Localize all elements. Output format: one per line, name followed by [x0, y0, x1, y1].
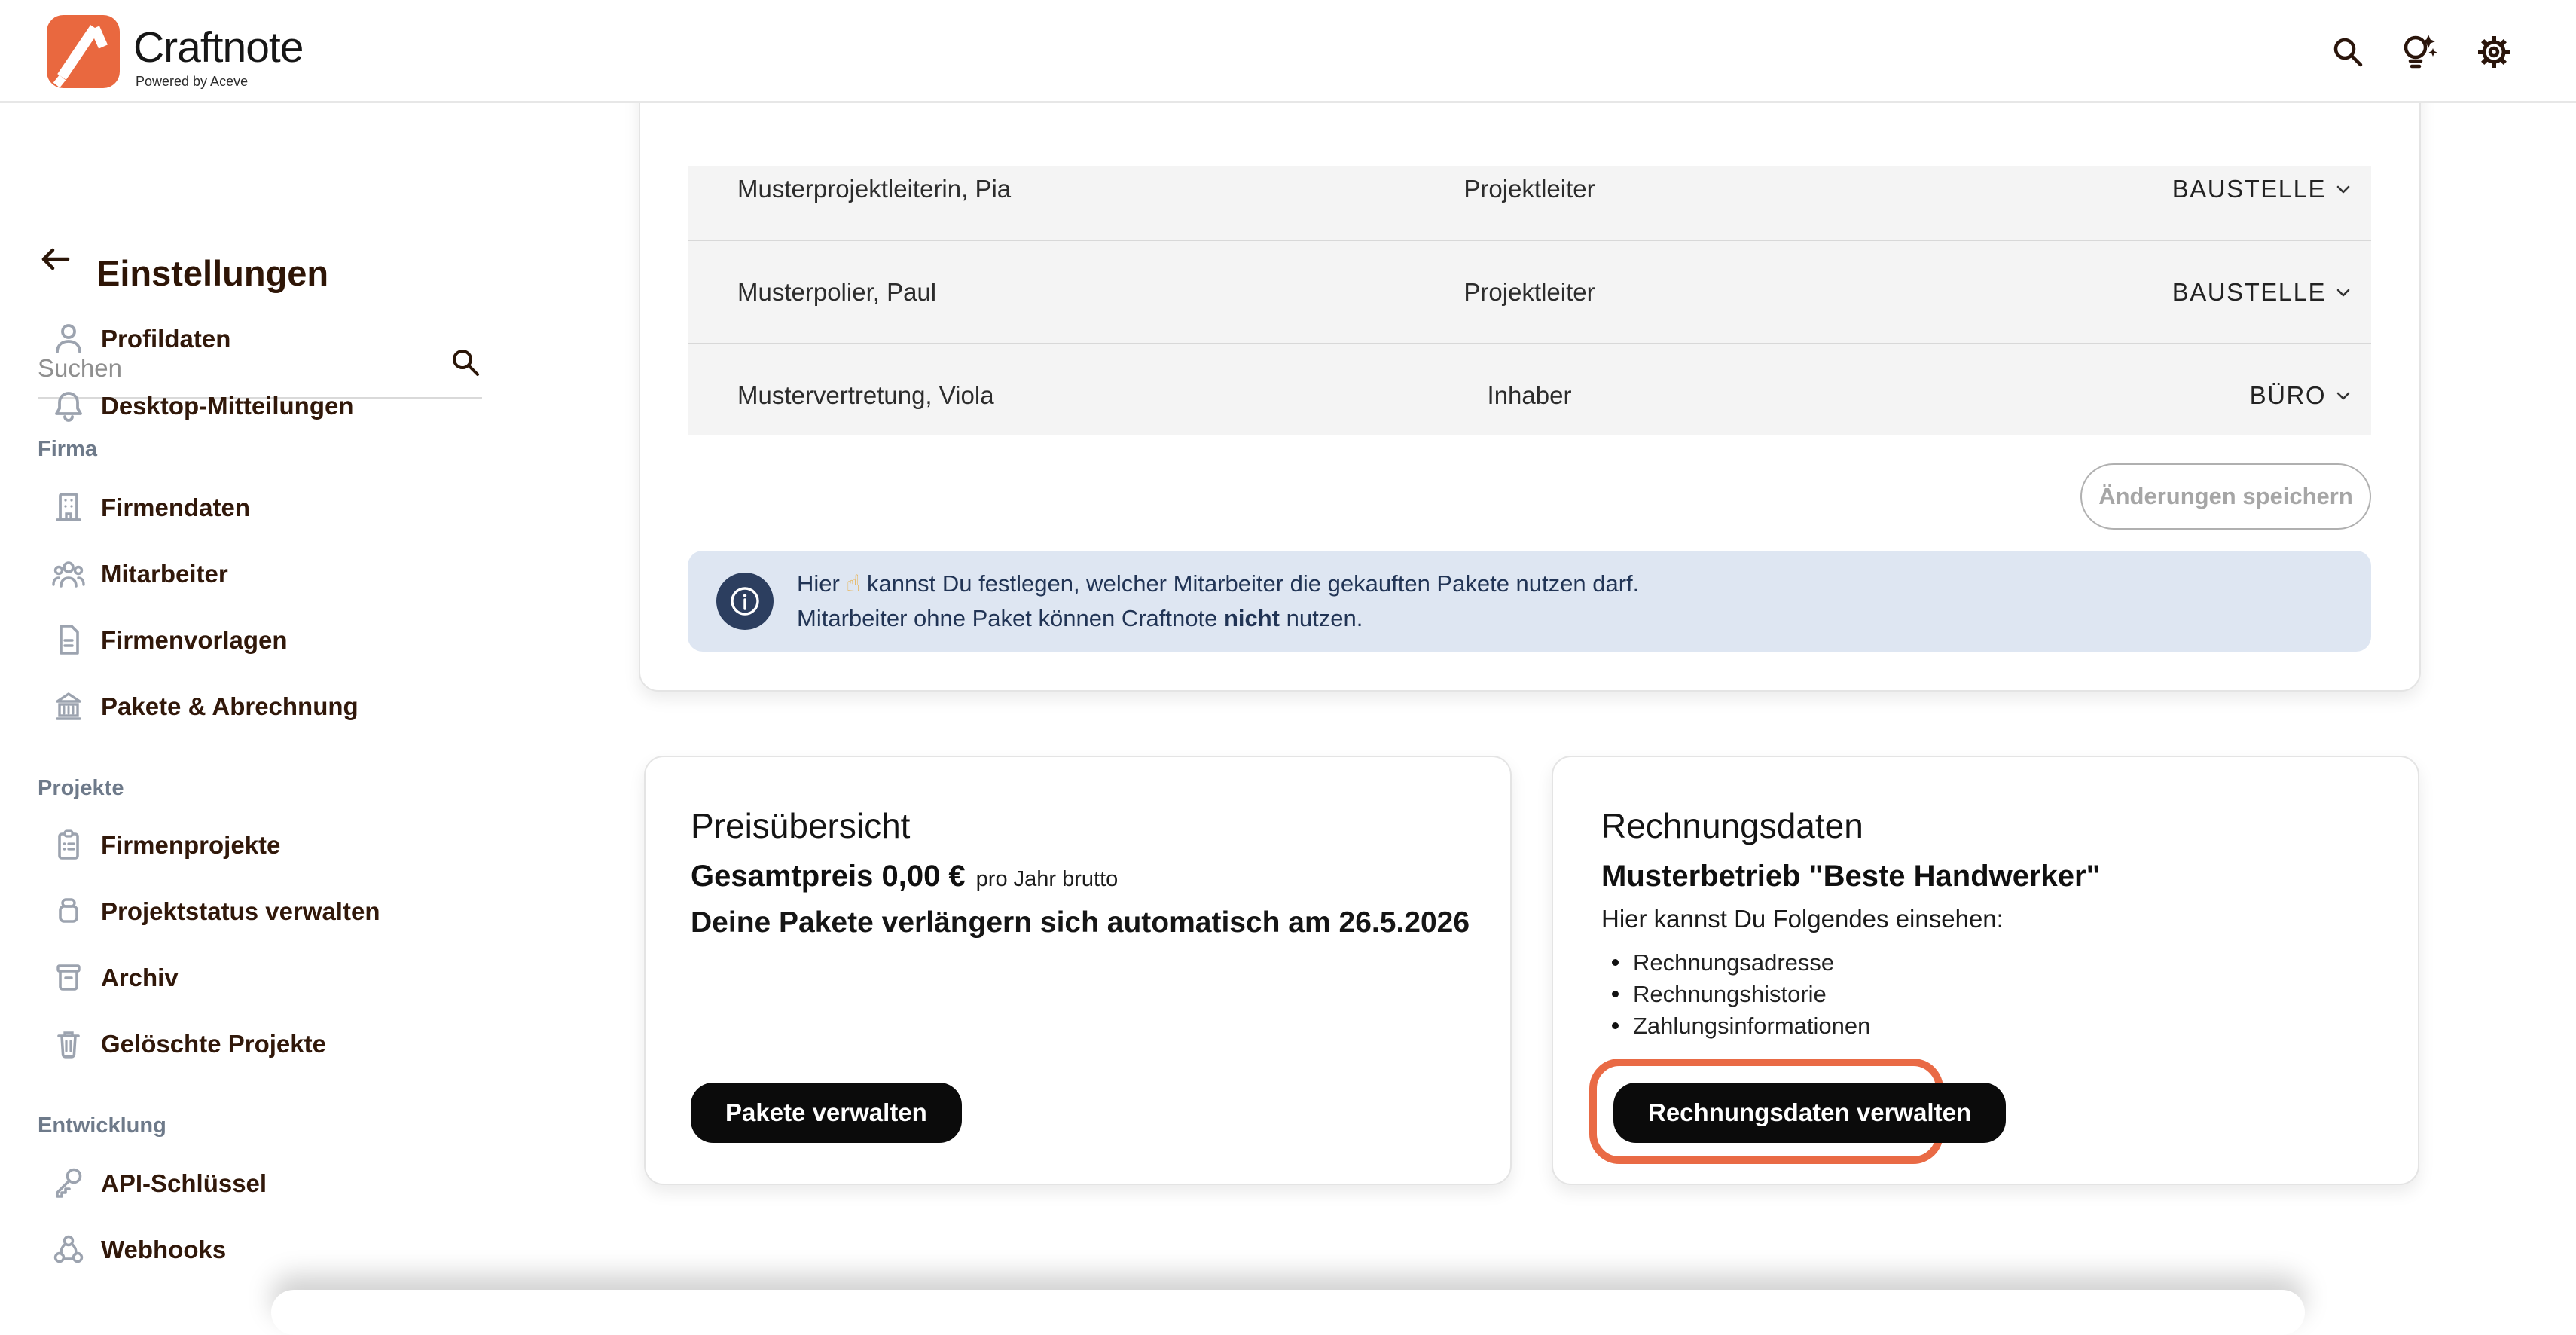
package-select[interactable]: BÜRO — [2250, 381, 2355, 410]
employee-role: Inhaber — [1487, 380, 1572, 409]
archive-icon — [51, 960, 86, 994]
table-row — [688, 344, 2371, 435]
employee-name: Musterprojektleiterin, Pia — [737, 174, 1012, 203]
sidebar-item-label: API-Schlüssel — [101, 1169, 267, 1197]
brand-wordmark: Craftnote — [133, 23, 304, 72]
key-icon — [51, 1165, 86, 1200]
bank-icon — [51, 689, 86, 723]
billing-card-title: Rechnungsdaten — [1601, 806, 1863, 845]
back-arrow-icon[interactable] — [38, 242, 72, 276]
trash-icon — [51, 1026, 86, 1061]
sidebar-item-label: Firmenvorlagen — [101, 626, 288, 654]
save-changes-button[interactable]: Änderungen speichern — [2080, 463, 2371, 530]
sidebar-group-entwicklung: Entwicklung — [38, 1114, 166, 1138]
chevron-down-icon — [2332, 178, 2355, 200]
sidebar-item-label: Firmendaten — [101, 493, 251, 521]
bottom-edge-shadow — [271, 1290, 2305, 1335]
list-item: Zahlungsinformationen — [1607, 1010, 1870, 1042]
status-jar-icon — [51, 894, 86, 928]
price-card-title: Preisübersicht — [691, 806, 911, 845]
sidebar-item-projektstatus[interactable] — [0, 894, 520, 930]
info-text-line1: Hier ☝ kannst Du festlegen, welcher Mitarbeiter die gekauften Pakete nutzen darf. — [797, 570, 1640, 597]
person-icon — [51, 321, 86, 356]
info-text-line2: Mitarbeiter ohne Paket können Craftnote nicht nutzen. — [797, 605, 1363, 631]
sidebar-item-pakete-abrechnung[interactable] — [0, 689, 520, 725]
company-name: Musterbetrieb "Beste Handwerker" — [1601, 860, 2101, 893]
sidebar-group-projekte: Projekte — [38, 776, 124, 800]
webhook-icon — [51, 1232, 86, 1266]
document-icon — [51, 622, 86, 657]
price-suffix: pro Jahr brutto — [975, 867, 1119, 891]
sidebar-item-label: Projektstatus verwalten — [101, 897, 380, 925]
chevron-down-icon — [2332, 384, 2355, 407]
sidebar-item-firmenvorlagen[interactable] — [0, 622, 520, 658]
chevron-down-icon — [2332, 281, 2355, 304]
brand-subtitle: Powered by Aceve — [136, 74, 249, 89]
sidebar-item-label: Desktop-Mitteilungen — [101, 392, 354, 420]
sidebar-item-label: Archiv — [101, 964, 179, 991]
bell-icon — [51, 388, 86, 423]
craftnote-logo-icon — [47, 15, 120, 88]
sidebar-item-geloeschte-projekte[interactable] — [0, 1026, 520, 1062]
info-banner — [688, 551, 2371, 652]
sidebar-item-desktop-mitteilungen[interactable] — [0, 388, 520, 424]
sidebar-item-profildaten[interactable] — [0, 321, 520, 357]
settings-gear-icon[interactable] — [2475, 33, 2513, 71]
billing-intro: Hier kannst Du Folgendes einsehen: — [1601, 905, 2004, 933]
clipboard-icon — [51, 827, 86, 862]
search-icon[interactable] — [2329, 33, 2367, 71]
renewal-note: Deine Pakete verlängern sich automatisch am 26.5.2026 — [691, 906, 1470, 939]
building-icon — [51, 490, 86, 524]
employee-table — [688, 166, 2371, 435]
employee-role: Projektleiter — [1463, 277, 1595, 306]
table-row — [688, 241, 2371, 343]
sidebar-item-mitarbeiter[interactable] — [0, 556, 520, 592]
list-item: Rechnungsadresse — [1607, 947, 1870, 979]
package-select[interactable]: BAUSTELLE — [2172, 175, 2355, 203]
employee-name: Musterpolier, Paul — [737, 277, 937, 306]
manage-billing-button[interactable]: Rechnungsdaten verwalten — [1613, 1083, 2006, 1143]
package-select[interactable]: BAUSTELLE — [2172, 278, 2355, 307]
sidebar-item-api-schluessel[interactable] — [0, 1165, 520, 1202]
page-title: Einstellungen — [96, 253, 329, 293]
people-icon — [51, 556, 86, 591]
sidebar-item-firmenprojekte[interactable] — [0, 827, 520, 863]
total-price: Gesamtpreis 0,00 € pro Jahr brutto — [691, 860, 1119, 893]
idea-bulb-icon[interactable] — [2400, 33, 2437, 71]
sidebar-item-label: Mitarbeiter — [101, 560, 228, 588]
sidebar-item-archiv[interactable] — [0, 960, 520, 996]
info-icon — [716, 573, 774, 630]
sidebar-item-firmendaten[interactable] — [0, 490, 520, 526]
sidebar-item-webhooks[interactable] — [0, 1232, 520, 1268]
table-row — [688, 166, 2371, 240]
settings-sidebar — [0, 103, 542, 1290]
employee-name: Mustervertretung, Viola — [737, 380, 994, 409]
sidebar-item-label: Pakete & Abrechnung — [101, 692, 359, 720]
sidebar-item-label: Profildaten — [101, 325, 231, 353]
sidebar-group-firma: Firma — [38, 437, 97, 461]
sidebar-item-label: Webhooks — [101, 1236, 227, 1263]
app-header — [0, 0, 2576, 103]
billing-data-card — [1552, 756, 2419, 1185]
price-overview-card — [644, 756, 1512, 1185]
list-item: Rechnungshistorie — [1607, 979, 1870, 1010]
employee-role: Projektleiter — [1463, 174, 1595, 203]
billing-bullet-list — [1607, 947, 1870, 1042]
sidebar-item-label: Gelöschte Projekte — [101, 1030, 326, 1058]
sidebar-item-label: Firmenprojekte — [101, 831, 281, 859]
manage-packages-button[interactable]: Pakete verwalten — [691, 1083, 962, 1143]
pointing-up-emoji: ☝ — [846, 570, 861, 597]
